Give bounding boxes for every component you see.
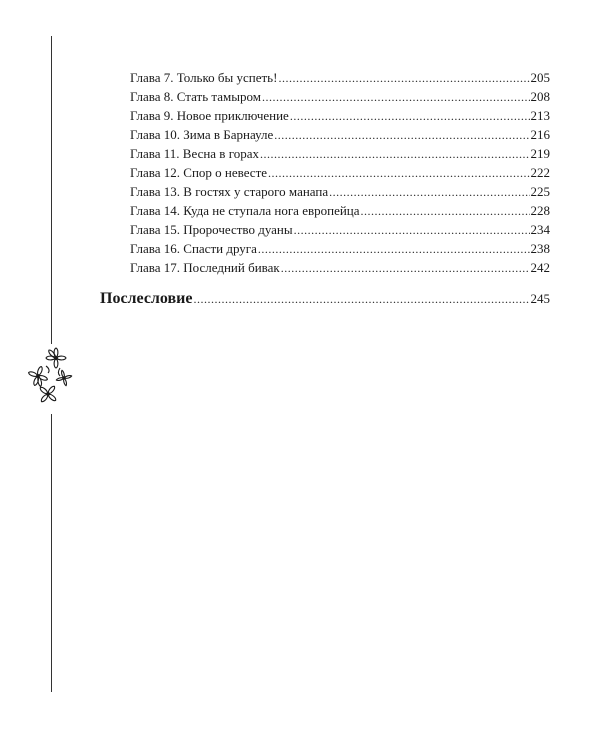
toc-leader-dots [262,88,530,107]
toc-entry[interactable] [130,87,550,106]
toc-entry-title: Глава 15. Пророчество дуаны [130,222,293,237]
toc-entry[interactable] [130,220,550,239]
toc-leader-dots [260,145,530,164]
toc-entry-page: 225 [530,184,550,199]
toc-entry-page: 234 [530,222,550,237]
toc-leader-dots [193,288,529,310]
toc-entry[interactable] [130,106,550,125]
toc-entry[interactable] [130,68,550,87]
toc-entry-title: Глава 16. Спасти друга [130,241,257,256]
toc-afterword-title: Послесловие [100,290,193,307]
toc-entry-title: Глава 9. Новое приключение [130,108,289,123]
toc-entry-title: Глава 10. Зима в Барнауле [130,127,274,142]
toc-entry-title: Глава 12. Спор о невесте [130,165,268,180]
margin-line-bottom [51,414,52,692]
toc-leader-dots [329,183,529,202]
toc-entry-title: Глава 7. Только бы успеть! [130,70,278,85]
toc-entry[interactable] [130,163,550,182]
table-of-contents [130,68,550,277]
toc-entry-title: Глава 17. Последний бивак [130,260,280,275]
toc-leader-dots [290,107,530,126]
toc-afterword[interactable] [100,288,550,310]
toc-leader-dots [274,126,529,145]
toc-entry-page: 219 [530,146,550,161]
toc-afterword-entry[interactable] [100,288,550,310]
toc-leader-dots [294,221,530,240]
toc-entry[interactable] [130,182,550,201]
toc-entry[interactable] [130,201,550,220]
toc-leader-dots [278,69,529,88]
toc-entry[interactable] [130,258,550,277]
toc-entry-page: 238 [530,241,550,256]
toc-entry-page: 242 [530,260,550,275]
toc-entry-page: 213 [530,108,550,123]
toc-afterword-page: 245 [530,291,550,306]
toc-entry-title: Глава 11. Весна в горах [130,146,259,161]
toc-entry-page: 208 [530,89,550,104]
toc-leader-dots [361,202,530,221]
toc-entry[interactable] [130,125,550,144]
toc-leader-dots [281,259,530,278]
toc-entry-page: 216 [530,127,550,142]
toc-entry-title: Глава 8. Стать тамыром [130,89,261,104]
toc-entry-page: 228 [530,203,550,218]
toc-entry-page: 205 [530,70,550,85]
toc-entry[interactable] [130,239,550,258]
toc-leader-dots [258,240,530,259]
toc-entry[interactable] [130,144,550,163]
toc-leader-dots [268,164,529,183]
toc-entry-title: Глава 14. Куда не ступала нога европейца [130,203,360,218]
flower-icon [22,346,78,408]
margin-line-top [51,36,52,344]
toc-entry-title: Глава 13. В гостях у старого манапа [130,184,329,199]
toc-entry-page: 222 [530,165,550,180]
